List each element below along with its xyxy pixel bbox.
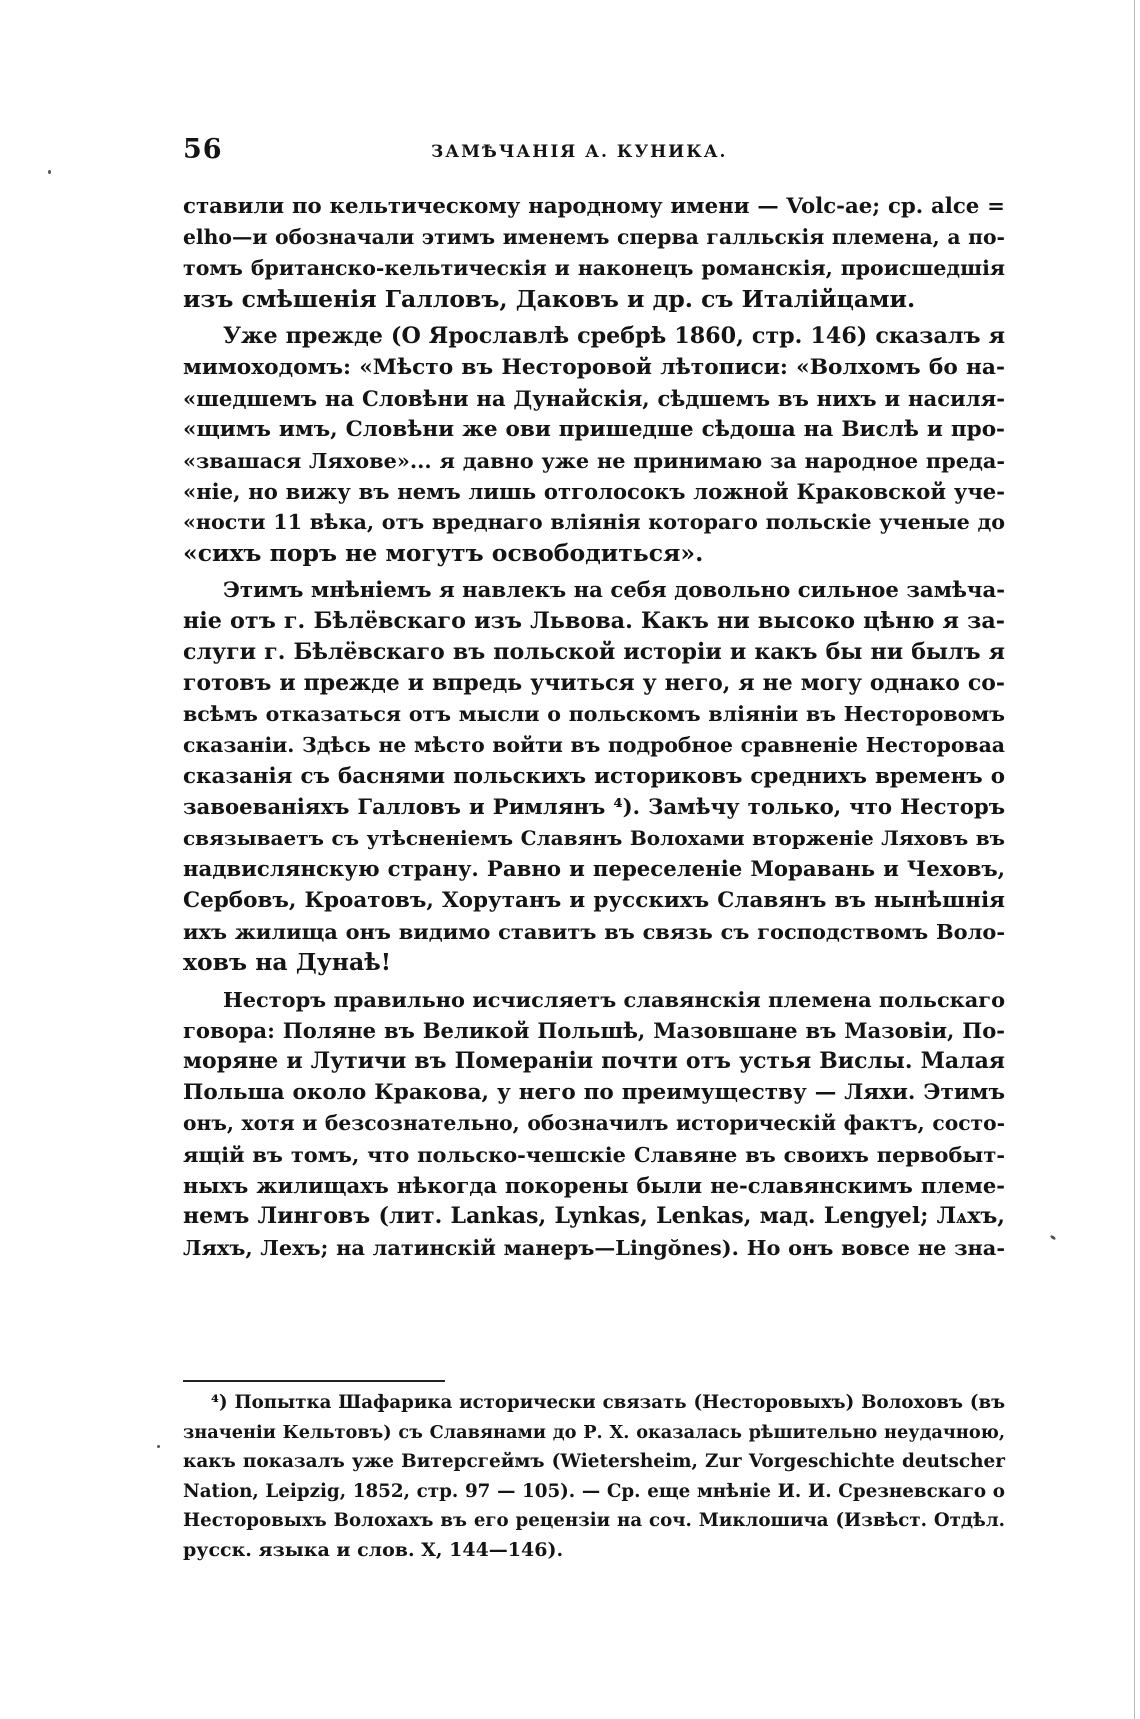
- text-line: elho—и обозначали этимъ именемъ сперва галльскія племена, а по-: [183, 225, 1005, 249]
- footnote-line: какъ показалъ уже Витерсгеймъ (Wietersheim, Zur Vorgeschichte deutscher: [183, 1451, 1005, 1472]
- text-line: ихъ жилища онъ видимо ставитъ въ связь съ господствомъ Воло-: [183, 919, 1005, 944]
- text-line: моряне и Лутичи въ Помераніи почти отъ устья Вислы. Малая: [183, 1048, 1005, 1074]
- page-number: 56: [183, 134, 223, 165]
- text-line: говора: Поляне въ Великой Польшѣ, Мазовшане въ Мазовіи, По-: [183, 1018, 1005, 1043]
- text-line: ящій въ томъ, что польско-чешскіе Славяне въ своихъ первобыт-: [183, 1142, 1005, 1167]
- text-line: изъ смѣшенія Галловъ, Даковъ и др. съ Италійцами.: [183, 285, 916, 313]
- text-line: всѣмъ отказаться отъ мысли о польскомъ вліяніи въ Несторовомъ: [183, 702, 1005, 726]
- text-line: томъ британско-кельтическія и наконецъ романскія, происшедшія: [183, 256, 1005, 280]
- print-speck: [48, 170, 51, 174]
- footnote-line: значеніи Кельтовъ) съ Славянами до Р. Х. оказалась рѣшительно неудачною,: [183, 1421, 1005, 1443]
- text-line: Сербовъ, Кроатовъ, Хорутанъ и русскихъ Славянъ въ нынѣшнія: [183, 888, 1005, 913]
- text-line: Этимъ мнѣніемъ я навлекъ на себя довольно сильное замѣча-: [223, 578, 1005, 603]
- text-line: ныхъ жилищахъ нѣкогда покорены были не-славянскимъ племе-: [183, 1173, 1005, 1198]
- footnote-rule: [183, 1380, 445, 1382]
- text-line: «звашася Ляхове»... я давно уже не принимаю за народное преда-: [183, 448, 1005, 473]
- text-line: связываетъ съ утѣсненіемъ Славянъ Волохами вторженіе Ляховъ въ: [183, 826, 1005, 850]
- text-line: немъ Лингoвъ (лит. Lankas, Lynkas, Lenkas, мад. Lengyel; Лѧхъ,: [183, 1203, 1005, 1229]
- text-line: Ляхъ, Лехъ; на латинскій манеръ—Lingŏnes). Но онъ вовсе не зна-: [183, 1235, 1005, 1260]
- text-line: сказаніи. Здѣсь не мѣсто войти въ подробное сравненіе Нестороваа: [183, 733, 1005, 757]
- paragraph-2: [183, 321, 1005, 569]
- paragraph-4: [183, 984, 1005, 1263]
- footnote: [183, 1388, 1005, 1565]
- paragraph-1: [183, 191, 1005, 315]
- text-line: ніе отъ г. Бѣлёвскаго изъ Львова. Какъ ни высоко цѣню я за-: [183, 608, 1005, 634]
- footnote-line: Nation, Leipzig, 1852, стр. 97 — 105). — Ср. еще мнѣніе И. И. Срезневскаго о: [183, 1480, 1005, 1502]
- page-header: [183, 134, 1003, 174]
- text-line: онъ, хотя и безсознательно, обозначилъ историческій фактъ, состо-: [183, 1111, 1005, 1135]
- running-head: ЗАМѢЧАНІЯ А. КУНИКА.: [431, 142, 728, 162]
- text-line: Несторъ правильно исчисляетъ славянскія племена польскаго: [223, 987, 1005, 1012]
- text-line: «сихъ поръ не могутъ освободиться».: [183, 539, 704, 567]
- text-line: «ніе, но вижу въ немъ лишь отголосокъ ложной Краковской уче-: [183, 479, 1005, 504]
- text-line: «щимъ имъ, Словѣни же ови пришедше сѣдоша на Вислѣ и про-: [183, 417, 1005, 442]
- page-edge-mark: [1134, 0, 1135, 1719]
- text-line: готовъ и прежде и впредь учиться у него, я не могу однако со-: [183, 670, 1005, 696]
- footnote-line: ⁴) Попытка Шафарика исторически связать (Несторовыхъ) Волоховъ (въ: [211, 1392, 1005, 1413]
- text-line: «шедшемъ на Словѣни на Дунайскія, сѣдшемъ въ нихъ и насиля-: [183, 386, 1005, 411]
- text-line: «ности 11 вѣка, отъ вреднаго вліянія котораго польскіе ученые до: [183, 510, 1005, 534]
- text-line: сказанія съ баснями польскихъ историковъ среднихъ временъ о: [183, 764, 1005, 789]
- text-line: слуги г. Бѣлёвскаго въ польской исторіи и какъ бы ни былъ я: [183, 639, 1005, 665]
- print-speck: [1050, 1235, 1057, 1241]
- text-line: Уже прежде (О Ярославлѣ сребрѣ 1860, стр. 146) сказалъ я: [223, 323, 1005, 349]
- print-speck: [157, 1445, 160, 1448]
- text-line: надвислянскую страну. Равно и переселеніе Моравань и Чеховъ,: [183, 857, 1005, 882]
- text-line: завоеваніяхъ Галловъ и Римлянъ ⁴). Замѣчу только, что Несторъ: [183, 795, 1005, 820]
- footnote-line: русск. языка и слов. X, 144—146).: [183, 1538, 564, 1561]
- paragraph-3: [183, 575, 1005, 978]
- text-line: ставили по кельтическому народному имени — Volc-ae; ср. alce =: [183, 194, 1005, 219]
- text-line: мимоходомъ: «Мѣсто въ Несторовой лѣтописи: «Волхомъ бо на-: [183, 355, 1005, 380]
- text-line: Польша около Кракова, у него по преимуществу — Ляхи. Этимъ: [183, 1080, 1005, 1105]
- text-line: ховъ на Дунаѣ!: [183, 948, 392, 976]
- body-text: [183, 191, 1005, 1269]
- footnote-line: Несторовыхъ Волохахъ въ его рецензіи на соч. Миклошича (Извѣст. Отдѣл.: [183, 1510, 1005, 1531]
